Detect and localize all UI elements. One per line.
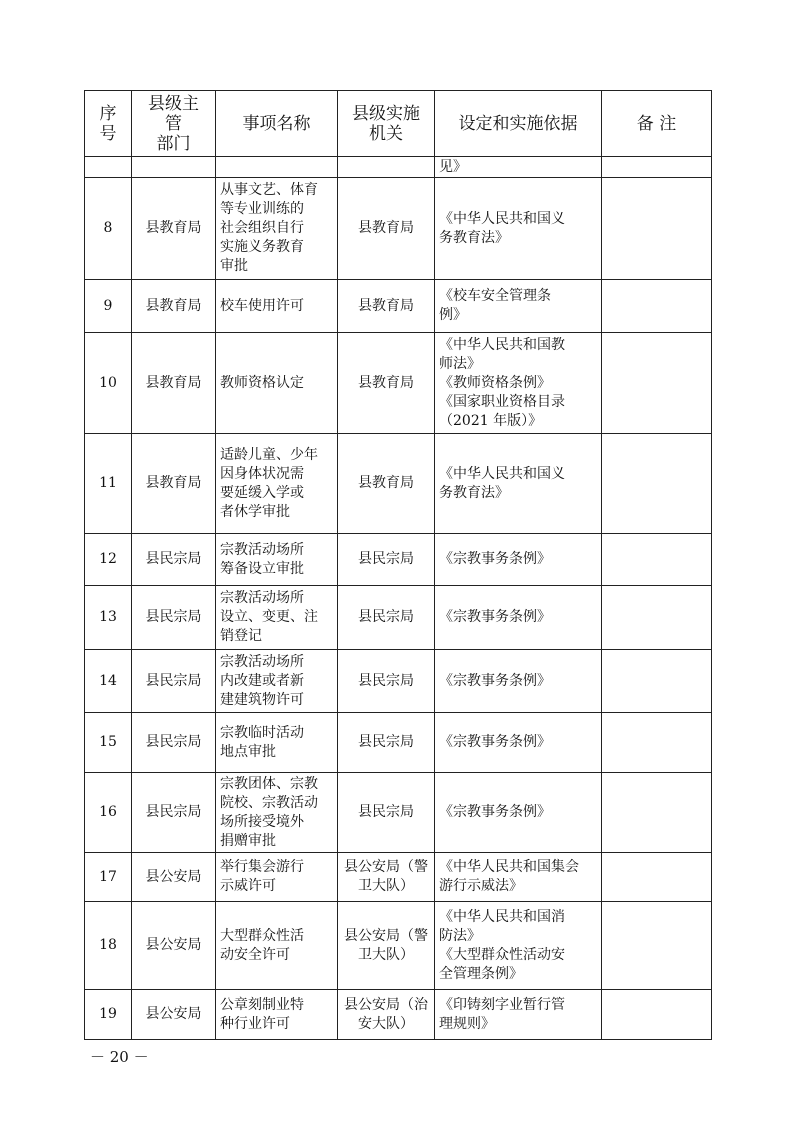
page-number: － 20 － xyxy=(90,1048,149,1066)
cell-item: 宗教临时活动 地点审批 xyxy=(216,713,338,773)
cell-dept: 县教育局 xyxy=(132,178,216,280)
cell-item: 宗教活动场所 筹备设立审批 xyxy=(216,534,338,586)
cell-basis: 见》 xyxy=(435,157,602,178)
cell-basis: 《中华人民共和国消 防法》 《大型群众性活动安 全管理条例》 xyxy=(435,902,602,990)
permit-items-table xyxy=(84,90,712,1040)
cell-dept: 县教育局 xyxy=(132,434,216,534)
cell-item: 适龄儿童、少年 因身体状况需 要延缓入学或 者休学审批 xyxy=(216,434,338,534)
cell-basis: 《中华人民共和国集会 游行示威法》 xyxy=(435,853,602,902)
cell-basis: 《中华人民共和国义 务教育法》 xyxy=(435,434,602,534)
cell-agency: 县民宗局 xyxy=(338,534,435,586)
cell-dept: 县民宗局 xyxy=(132,773,216,853)
cell-note xyxy=(602,902,712,990)
cell-basis: 《宗教事务条例》 xyxy=(435,713,602,773)
cell-agency: 县民宗局 xyxy=(338,713,435,773)
cell-basis: 《宗教事务条例》 xyxy=(435,773,602,853)
cell-item: 公章刻制业特 种行业许可 xyxy=(216,990,338,1040)
cell-note xyxy=(602,280,712,333)
cell-dept: 县民宗局 xyxy=(132,586,216,650)
cell-basis: 《宗教事务条例》 xyxy=(435,650,602,713)
cell-agency: 县教育局 xyxy=(338,434,435,534)
table-row xyxy=(85,534,712,586)
table-row xyxy=(85,902,712,990)
cell-agency: 县公安局（治 安大队） xyxy=(338,990,435,1040)
cell-agency: 县民宗局 xyxy=(338,586,435,650)
table-row xyxy=(85,178,712,280)
cell-dept: 县民宗局 xyxy=(132,650,216,713)
header-agency: 县级实施 机关 xyxy=(338,91,435,157)
cell-dept: 县民宗局 xyxy=(132,534,216,586)
cell-basis: 《宗教事务条例》 xyxy=(435,534,602,586)
cell-seq: 14 xyxy=(85,650,132,713)
table-row xyxy=(85,650,712,713)
cell-item: 举行集会游行 示威许可 xyxy=(216,853,338,902)
cell-agency: 县公安局（警 卫大队） xyxy=(338,853,435,902)
cell-basis: 《校车安全管理条 例》 xyxy=(435,280,602,333)
cell-seq: 18 xyxy=(85,902,132,990)
cell-item: 教师资格认定 xyxy=(216,333,338,434)
cell-dept: 县教育局 xyxy=(132,280,216,333)
header-dept: 县级主 管 部门 xyxy=(132,91,216,157)
cell-dept: 县教育局 xyxy=(132,333,216,434)
cell-seq: 13 xyxy=(85,586,132,650)
table-row xyxy=(85,434,712,534)
cell-item: 宗教活动场所 内改建或者新 建建筑物许可 xyxy=(216,650,338,713)
cell-basis: 《宗教事务条例》 xyxy=(435,586,602,650)
table-row xyxy=(85,990,712,1040)
table-row xyxy=(85,713,712,773)
cell-note xyxy=(602,586,712,650)
cell-seq: 8 xyxy=(85,178,132,280)
cell-agency: 县公安局（警 卫大队） xyxy=(338,902,435,990)
cell-agency: 县民宗局 xyxy=(338,773,435,853)
cell-empty xyxy=(216,157,338,178)
cell-note xyxy=(602,157,712,178)
cell-agency: 县教育局 xyxy=(338,333,435,434)
cell-item: 宗教活动场所 设立、变更、注 销登记 xyxy=(216,586,338,650)
cell-note xyxy=(602,650,712,713)
cell-agency: 县教育局 xyxy=(338,280,435,333)
header-note: 备 注 xyxy=(602,91,712,157)
cell-seq: 12 xyxy=(85,534,132,586)
cell-note xyxy=(602,853,712,902)
table-row xyxy=(85,586,712,650)
cell-item: 宗教团体、宗教 院校、宗教活动 场所接受境外 捐赠审批 xyxy=(216,773,338,853)
cell-item: 大型群众性活 动安全许可 xyxy=(216,902,338,990)
cell-note xyxy=(602,534,712,586)
cell-empty xyxy=(338,157,435,178)
cell-note xyxy=(602,990,712,1040)
cell-dept: 县公安局 xyxy=(132,853,216,902)
cell-dept: 县公安局 xyxy=(132,990,216,1040)
cell-item: 校车使用许可 xyxy=(216,280,338,333)
cell-seq: 15 xyxy=(85,713,132,773)
cell-empty xyxy=(85,157,132,178)
cell-dept: 县公安局 xyxy=(132,902,216,990)
cell-dept: 县民宗局 xyxy=(132,713,216,773)
cell-seq: 17 xyxy=(85,853,132,902)
cell-note xyxy=(602,178,712,280)
header-item: 事项名称 xyxy=(216,91,338,157)
cell-item: 从事文艺、体育 等专业训练的 社会组织自行 实施义务教育 审批 xyxy=(216,178,338,280)
cell-basis: 《中华人民共和国义 务教育法》 xyxy=(435,178,602,280)
continuation-row xyxy=(85,157,712,178)
header-basis: 设定和实施依据 xyxy=(435,91,602,157)
cell-note xyxy=(602,333,712,434)
cell-agency: 县教育局 xyxy=(338,178,435,280)
table-row xyxy=(85,853,712,902)
cell-seq: 16 xyxy=(85,773,132,853)
table-row xyxy=(85,333,712,434)
cell-seq: 10 xyxy=(85,333,132,434)
cell-note xyxy=(602,773,712,853)
cell-seq: 11 xyxy=(85,434,132,534)
cell-empty xyxy=(132,157,216,178)
cell-agency: 县民宗局 xyxy=(338,650,435,713)
cell-basis: 《印铸刻字业暂行管 理规则》 xyxy=(435,990,602,1040)
cell-note xyxy=(602,713,712,773)
cell-seq: 9 xyxy=(85,280,132,333)
header-seq: 序 号 xyxy=(85,91,132,157)
table-header-row xyxy=(85,91,712,157)
cell-basis: 《中华人民共和国教 师法》 《教师资格条例》 《国家职业资格目录 （2021 年版）》 xyxy=(435,333,602,434)
table-row xyxy=(85,280,712,333)
table-row xyxy=(85,773,712,853)
cell-note xyxy=(602,434,712,534)
cell-seq: 19 xyxy=(85,990,132,1040)
